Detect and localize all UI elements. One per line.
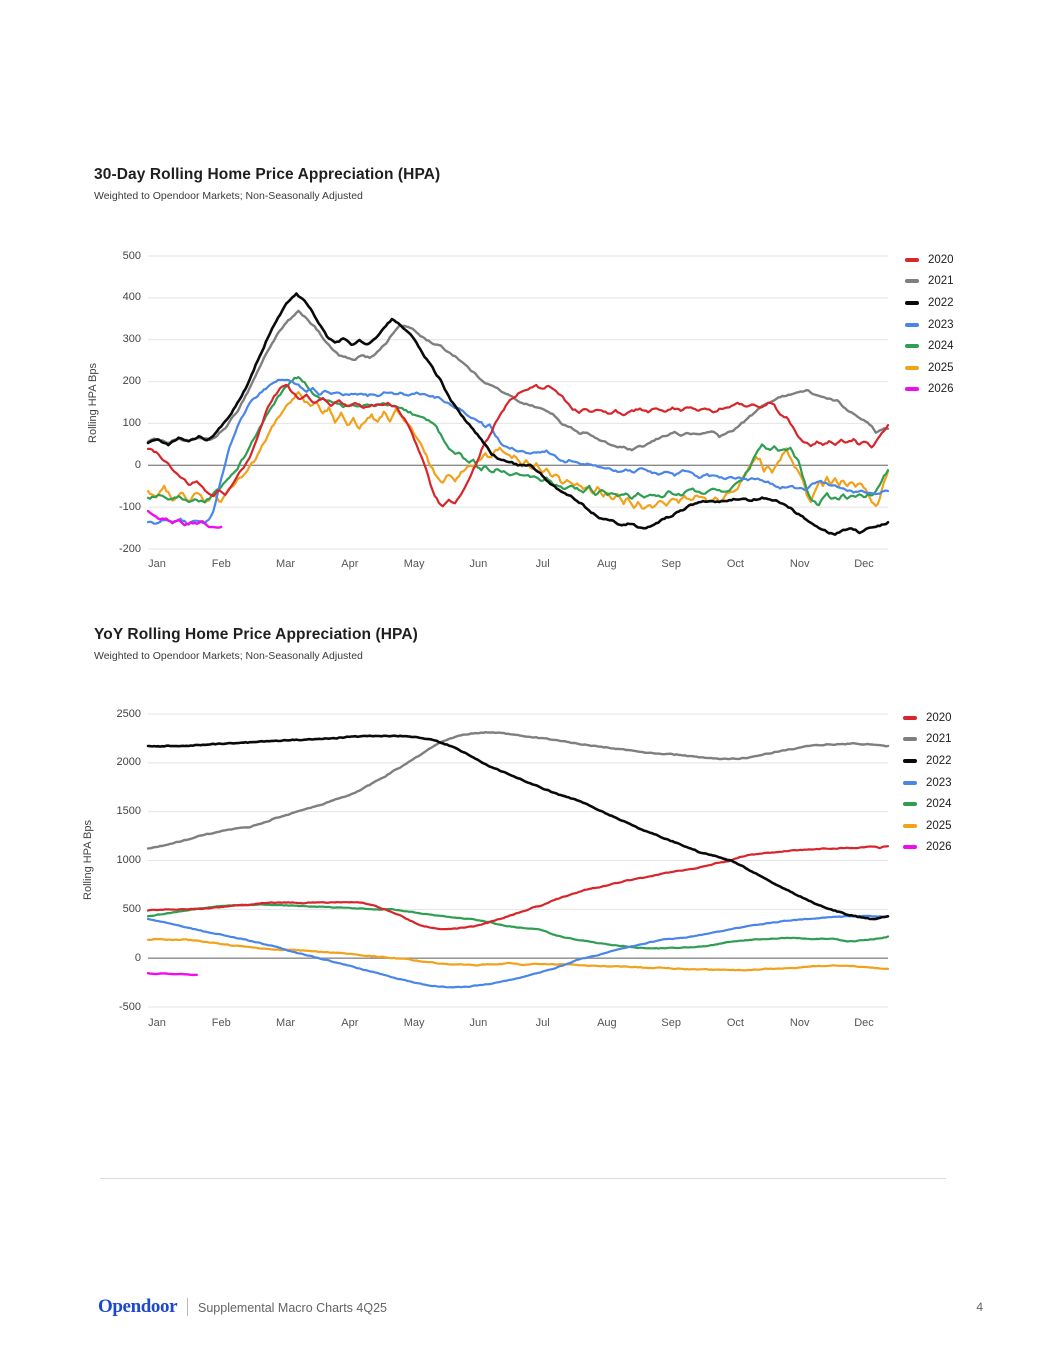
legend-label: 2023	[926, 776, 952, 789]
legend-label: 2026	[928, 383, 954, 396]
x-tick-label-dec: Dec	[854, 558, 874, 570]
legend-item-2023	[903, 772, 952, 794]
y-tick-label: 400	[122, 291, 141, 304]
series-line-2025	[148, 939, 888, 970]
legend-item-2021	[905, 271, 954, 293]
legend-swatch-2024	[905, 344, 919, 348]
x-tick-label-jan: Jan	[148, 558, 166, 570]
legend-label: 2021	[926, 733, 952, 746]
legend-swatch-2026	[903, 845, 917, 849]
legend-label: 2020	[928, 253, 954, 266]
chart2-title: YoY Rolling Home Price Appreciation (HPA)	[94, 626, 418, 643]
y-tick-label: 100	[122, 416, 141, 429]
y-tick-label: 2000	[116, 756, 141, 769]
x-tick-label-oct: Oct	[726, 558, 744, 570]
x-tick-label-jul: Jul	[535, 1017, 550, 1029]
legend-label: 2020	[926, 711, 952, 724]
legend-swatch-2026	[905, 387, 919, 391]
legend-item-2020	[905, 249, 954, 271]
x-tick-label-feb: Feb	[211, 1017, 231, 1029]
x-tick-label-jan: Jan	[148, 1017, 166, 1029]
y-tick-label: 300	[122, 333, 141, 346]
x-tick-label-sep: Sep	[661, 1017, 681, 1029]
x-tick-label-aug: Aug	[597, 1017, 617, 1029]
legend-item-2026	[905, 379, 954, 401]
y-tick-label: 1000	[116, 854, 141, 866]
legend-label: 2025	[926, 819, 952, 832]
x-tick-label-feb: Feb	[211, 558, 231, 570]
legend-item-2020	[903, 707, 952, 729]
legend-swatch-2021	[903, 737, 917, 741]
legend-label: 2025	[928, 361, 954, 374]
series-line-2020	[148, 846, 888, 929]
x-tick-label-apr: Apr	[341, 1017, 359, 1029]
chart2-subtitle: Weighted to Opendoor Markets; Non-Seasonally Adjusted	[94, 650, 363, 662]
x-tick-label-jul: Jul	[535, 558, 550, 570]
legend-swatch-2022	[903, 759, 917, 763]
legend-swatch-2022	[905, 301, 919, 305]
footer-doc-title: Supplemental Macro Charts 4Q25	[198, 1301, 387, 1315]
chart1-y-axis-title: Rolling HPA Bps	[86, 363, 99, 443]
x-tick-label-mar: Mar	[276, 558, 296, 570]
legend-swatch-2020	[903, 716, 917, 720]
legend-label: 2026	[926, 841, 952, 854]
legend-label: 2022	[928, 296, 954, 309]
x-tick-label-jun: Jun	[469, 558, 488, 570]
x-tick-label-aug: Aug	[597, 558, 617, 570]
y-tick-label: -200	[118, 542, 141, 555]
legend-label: 2022	[926, 754, 952, 767]
footer-separator	[187, 1298, 188, 1316]
chart2-y-axis-title: Rolling HPA Bps	[81, 820, 94, 900]
legend-item-2022	[905, 292, 954, 314]
page-number: 4	[976, 1300, 983, 1314]
opendoor-logo: Opendoor	[98, 1296, 178, 1317]
x-tick-label-nov: Nov	[789, 1017, 810, 1029]
legend-item-2024	[905, 335, 954, 357]
y-tick-label: 500	[122, 902, 141, 915]
legend-item-2023	[905, 314, 954, 336]
y-tick-label: 2500	[116, 707, 141, 720]
legend-label: 2024	[926, 798, 952, 811]
x-tick-label-oct: Oct	[726, 1017, 744, 1029]
legend-item-2024	[903, 793, 952, 815]
legend-swatch-2023	[905, 323, 919, 327]
series-line-2026	[148, 973, 197, 975]
series-line-2022	[148, 294, 888, 535]
x-tick-label-mar: Mar	[276, 1017, 296, 1029]
chart1-series	[148, 294, 888, 535]
footer-divider	[100, 1178, 946, 1179]
legend-label: 2024	[928, 340, 954, 353]
y-tick-label: -500	[118, 1000, 141, 1013]
y-tick-label: 0	[134, 458, 141, 471]
x-tick-label-dec: Dec	[854, 1017, 874, 1029]
chart2-gridlines	[148, 714, 888, 1007]
legend-label: 2023	[928, 318, 954, 331]
series-line-2021	[148, 732, 888, 848]
x-tick-label-apr: Apr	[341, 558, 359, 570]
legend-swatch-2024	[903, 802, 917, 806]
legend-label: 2021	[928, 275, 954, 288]
x-tick-label-nov: Nov	[789, 558, 810, 570]
legend-item-2025	[903, 815, 952, 837]
y-tick-label: 1500	[116, 805, 141, 818]
legend-swatch-2023	[903, 781, 917, 785]
legend-item-2022	[903, 750, 952, 772]
chart2-legend	[903, 707, 952, 858]
series-line-2020	[148, 385, 888, 506]
x-tick-label-may: May	[403, 1017, 425, 1029]
legend-swatch-2021	[905, 279, 919, 283]
y-tick-label: 500	[122, 249, 141, 262]
chart1-subtitle: Weighted to Opendoor Markets; Non-Seasonally Adjusted	[94, 190, 363, 202]
x-tick-label-jun: Jun	[469, 1017, 488, 1029]
y-tick-label: -100	[118, 500, 141, 513]
y-tick-label: 200	[122, 375, 141, 388]
y-tick-label: 0	[134, 951, 141, 964]
legend-swatch-2020	[905, 258, 919, 262]
chart2-series	[148, 732, 888, 987]
chart1-legend	[905, 249, 954, 400]
x-tick-label-may: May	[403, 558, 425, 570]
x-tick-label-sep: Sep	[661, 558, 681, 570]
legend-swatch-2025	[903, 824, 917, 828]
chart1-title: 30-Day Rolling Home Price Appreciation (HPA)	[94, 166, 441, 183]
legend-item-2021	[903, 729, 952, 751]
legend-swatch-2025	[905, 366, 919, 370]
legend-item-2026	[903, 837, 952, 859]
legend-item-2025	[905, 357, 954, 379]
